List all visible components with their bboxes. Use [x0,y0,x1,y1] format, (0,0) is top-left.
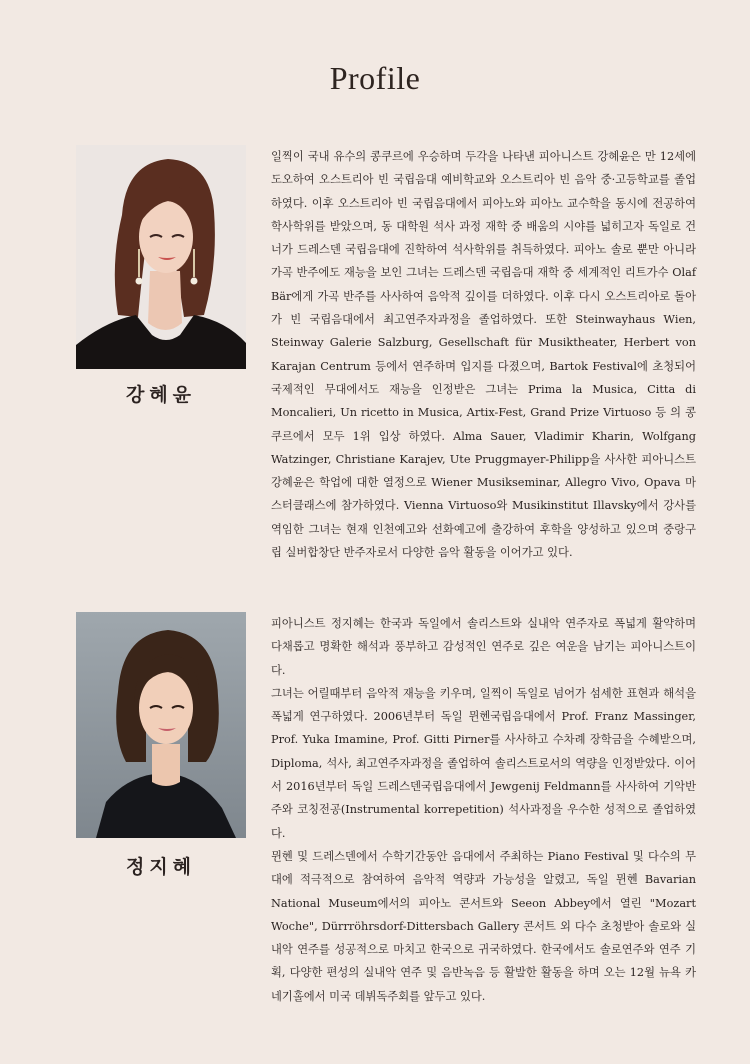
biography-paragraph: 뮌헨 및 드레스덴에서 수학기간동안 음대에서 주최하는 Piano Festival 및 다수의 무대에 적극적으로 참여하여 음악적 역량과 가능성을 알렸고, 독일 뮌헨 Bavarian National Museum에서의 피아노 콘서트와 Seeon Abbey에서 열린 "Mozart Woche", Dürrröhrsdorf-Dittersbach Gallery 콘서트 외 다수 초청받아 솔로와 실내악 연주를 성공적으로 마치고 한국으로 귀국하였다. 한국에서도 솔로연주와 연주 기획, 다양한 편성의 실내악 연주 및 음반녹음 등 활발한 활동을 하며 오는 12월 뉴욕 카네기홀에서 미국 데뷔독주회를 앞두고 있다. [271,849,696,1003]
portrait-photo [76,612,246,838]
biography-text [271,145,696,564]
page-title: Profile [329,60,421,96]
performer-name: 강혜윤 [125,384,197,406]
biography-paragraph: 피아니스트 정지혜는 한국과 독일에서 솔리스트와 실내악 연주자로 폭넓게 활약하며 다채롭고 명확한 해석과 풍부하고 감성적인 연주로 깊은 여운을 남기는 피아니스트이다. [271,617,696,677]
biography-text [271,612,696,1008]
biography-paragraph: 일찍이 국내 유수의 콩쿠르에 우승하며 두각을 나타낸 피아니스트 강혜윤은 만 12세에 도오하여 오스트리아 빈 국립음대 예비학교와 오스트리아 빈 음악 중·고등학교를 졸업하였다. 이후 오스트리아 빈 국립음대에서 피아노와 피아노 교수학을 동시에 전공하여 학사학위를 받았으며, 동 대학원 석사 과정 재학 중 배움의 시야를 넓히고자 독일로 건너가 드레스덴 국립음대에 진학하여 석사학위를 취득하였다. 피아노 솔로 뿐만 아니라 가곡 반주에도 재능을 보인 그녀는 드레스덴 국립음대 재학 중 세계적인 리트가수 Olaf Bär에게 가곡 반주를 사사하여 음악적 깊이를 더하였다. 이후 다시 오스트리아로 돌아가 빈 국립음대에서 최고연주자과정을 졸업하였다. 또한 Steinwayhaus Wien, Steinway Galerie Salzburg, Gesellschaft für Musiktheater, Herbert von Karajan Centrum 등에서 연주하며 입지를 다졌으며, Bartok Festival에 초청되어 국제적인 무대에서도 재능을 인정받은 그녀는 Prima la Musica, Citta di Moncalieri, Un ricetto in Musica, Artix-Fest, Grand Prize Virtuoso 등 의 콩쿠르에서 모두 1위 입상 하였다. Alma Sauer, Vladimir Kharin, Wolfgang Watzinger, Christiane Karajev, Ute Pruggmayer-Philipp을 사사한 피아니스트 강혜윤은 학업에 대한 열정으로 Wiener Musikseminar, Allegro Vivo, Opava 마스터클래스에 참가하였다. Vienna Virtuoso와 Musikinstitut Illavsky에서 강사를 역임한 그녀는 현재 인천예고와 선화예고에 출강하여 후학을 양성하고 있으며 중랑구립 실버합창단 반주자로서 다양한 음악 활동을 이어가고 있다. [271,150,696,560]
performer-name: 정지혜 [125,856,197,878]
biography-paragraph: 그녀는 어릴때부터 음악적 재능을 키우며, 일찍이 독일로 넘어가 섬세한 표현과 해석을 폭넓게 연구하였다. 2006년부터 독일 뮌헨국립음대에서 Prof. Franz Massinger, Prof. Yuka Imamine, Prof. Gitti Pirner를 사사하고 수차례 장학금을 수혜받으며, Diploma, 석사, 최고연주자과정을 졸업하여 솔리스트로서의 역량을 인정받았다. 이어서 2016년부터 독일 드레스덴국립음대에서 Jewgenij Feldmann를 사사하여 기악반주와 코칭전공(Instrumental korrepetition) 석사과정을 우수한 성적으로 졸업하였다. [271,686,696,840]
portrait-photo [76,145,246,369]
